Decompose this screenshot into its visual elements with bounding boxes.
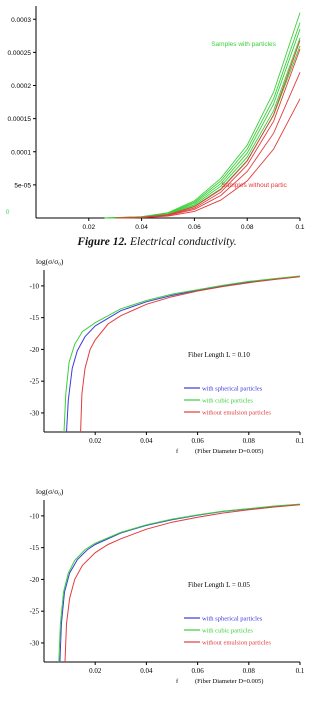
x-tick-label: 0.08 <box>240 224 254 231</box>
log-conductivity-chart-l010 <box>0 252 314 482</box>
y-tick-label: -20 <box>29 575 39 584</box>
x-tick-label: 0.02 <box>89 437 102 445</box>
y-tick-label: 0.00025 <box>7 49 31 57</box>
legend-label: without emulsion particles <box>202 639 271 647</box>
x-tick-label: 0.04 <box>140 667 153 675</box>
y-tick-label: 0.0002 <box>11 83 31 90</box>
x-tick-label: 0.04 <box>140 437 153 445</box>
log-conductivity-chart-l005 <box>0 482 314 710</box>
figure-caption <box>0 236 314 248</box>
y-tick-label: 0.0003 <box>11 16 31 24</box>
series-line <box>110 38 300 218</box>
annotation-label: Samples with particles <box>211 40 276 48</box>
x-axis-label-f: f <box>176 448 179 455</box>
y-tick-label: -30 <box>29 409 39 418</box>
x-tick-label: 0.02 <box>82 224 96 231</box>
legend-label: with spherical particles <box>202 385 263 393</box>
y-tick-label: -10 <box>29 282 39 291</box>
y-tick-label: -30 <box>29 639 39 648</box>
y-axis-label: log(σ/σ₀) <box>36 487 64 496</box>
x-axis-label-f: f <box>176 678 179 685</box>
x-tick-label: 0.08 <box>242 667 255 675</box>
x-tick-label: 0.1 <box>295 224 305 231</box>
y-tick-label: -10 <box>29 512 39 521</box>
legend-label: with spherical particles <box>202 615 263 623</box>
x-tick-label: 0.1 <box>295 667 305 675</box>
y-tick-label: 5e-05 <box>14 182 31 190</box>
x-axis-label-diameter: (Fiber Diameter D=0.005) <box>195 678 264 685</box>
x-tick-label: 0.04 <box>135 224 148 231</box>
series-line <box>107 29 300 218</box>
caption-text: Electrical conductivity. <box>130 236 237 248</box>
annotation-label: Samples without partic <box>221 181 287 189</box>
y-tick-label: -20 <box>29 345 39 354</box>
y-tick-label: -25 <box>29 607 39 616</box>
series-line <box>59 504 300 662</box>
y-tick-label: -25 <box>29 377 39 386</box>
x-tick-label: 0.06 <box>191 667 204 675</box>
conductivity-chart <box>0 0 314 232</box>
x-tick-label: 0.06 <box>188 224 201 231</box>
x-axis-label-diameter: (Fiber Diameter D=0.005) <box>195 448 264 455</box>
x-tick-label: 0.02 <box>89 667 102 675</box>
legend-label: with cubic particles <box>202 627 253 635</box>
y-tick-label: 0.0001 <box>11 149 31 157</box>
y-zero-label: 0 <box>6 210 10 216</box>
series-line <box>65 505 300 662</box>
x-tick-label: 0.08 <box>242 437 255 445</box>
x-tick-label: 0.1 <box>295 437 305 445</box>
legend-label: with cubic particles <box>202 397 253 405</box>
x-tick-label: 0.06 <box>191 437 204 445</box>
series-line <box>60 504 300 662</box>
fiber-length-note: Fiber Length L = 0.05 <box>188 581 250 589</box>
y-axis-label: log(σ/σ₀) <box>36 257 64 266</box>
caption-label: Figure 12. <box>77 236 128 248</box>
y-tick-label: -15 <box>29 314 39 323</box>
legend-label: without emulsion particles <box>202 409 271 417</box>
y-tick-label: 0.00015 <box>7 116 31 124</box>
y-tick-label: -15 <box>29 544 39 553</box>
fiber-length-note: Fiber Length L = 0.10 <box>188 351 250 359</box>
